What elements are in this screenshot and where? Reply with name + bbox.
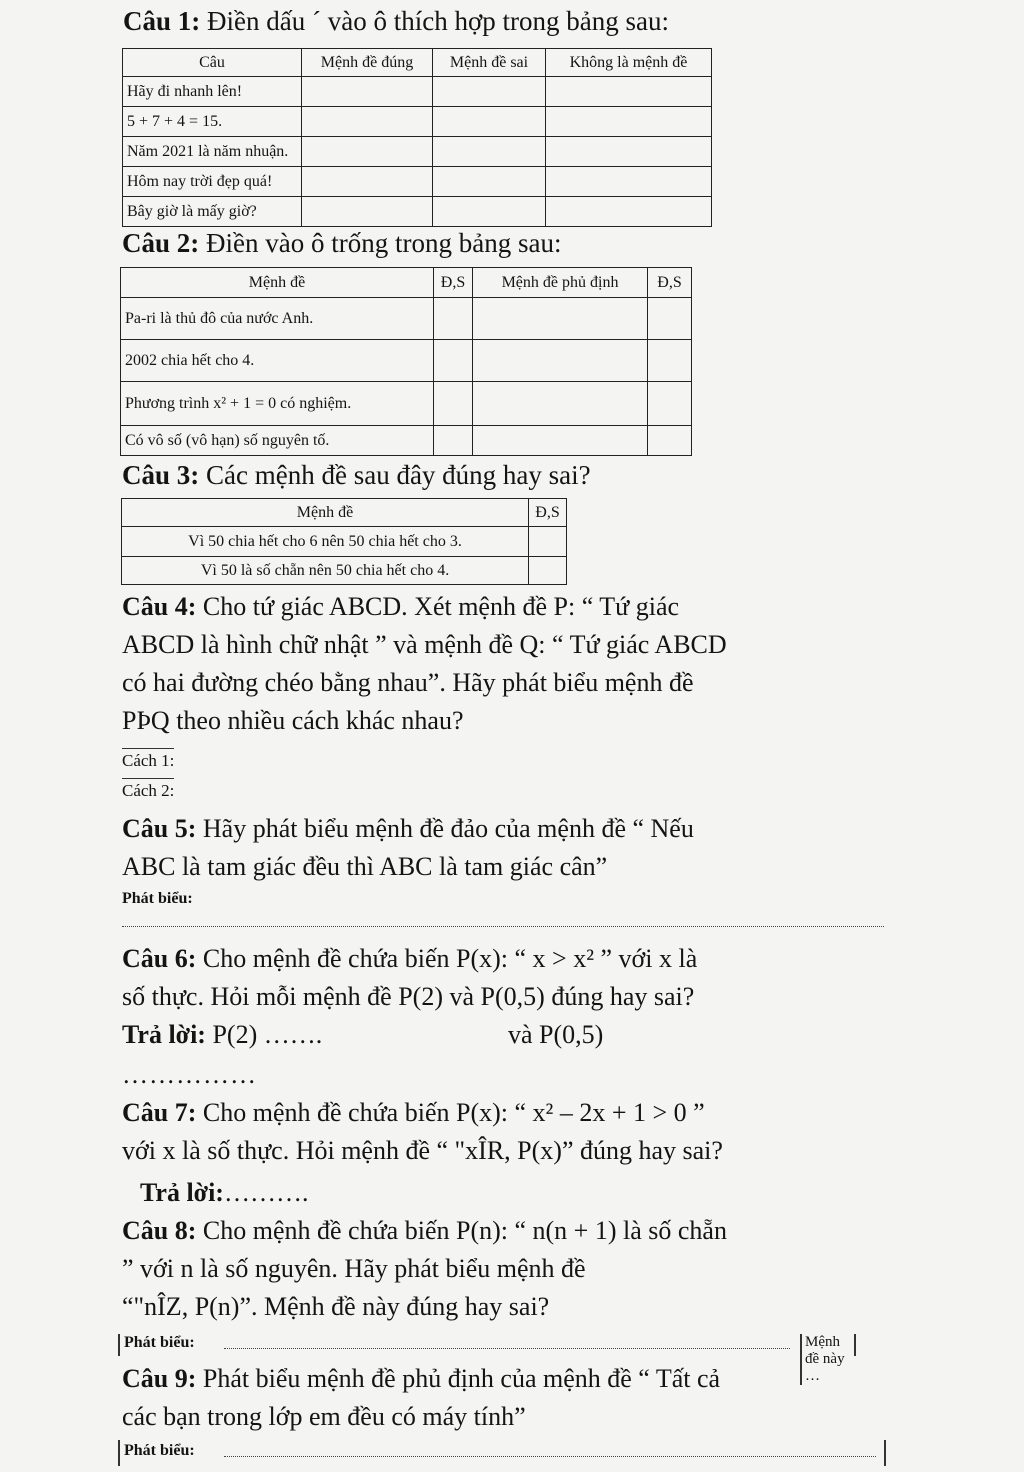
q2-heading (122, 228, 561, 259)
q8-answer-right[interactable]: Mệnh đề này … (800, 1334, 856, 1385)
q1-cell-not[interactable] (546, 197, 712, 227)
q2-cell-negation[interactable] (473, 382, 648, 426)
q2-cell-negation[interactable] (473, 340, 648, 382)
q4-line1: Cho tứ giác ABCD. Xét mệnh đề P: “ Tứ giác (196, 592, 680, 621)
q2-header: Mệnh đề (121, 268, 434, 298)
q9-answer-label: Phát biểu: (124, 1442, 195, 1459)
q2-label: Câu 2: (122, 228, 200, 258)
q1-row-statement: 5 + 7 + 4 = 15. (123, 107, 302, 137)
q8-answer-label: Phát biểu: (124, 1334, 195, 1351)
q1-table (122, 48, 712, 227)
q3-row-statement: Vì 50 là số chẵn nên 50 chia hết cho 4. (122, 557, 529, 585)
q1-cell-false[interactable] (433, 167, 546, 197)
q7-line1: Cho mệnh đề chứa biến P(x): “ x² – 2x + 1 > 0 ” (196, 1098, 705, 1127)
q2-row-statement: 2002 chia hết cho 4. (121, 340, 434, 382)
q2-cell-negation[interactable] (473, 298, 648, 340)
q5-line1: Hãy phát biểu mệnh đề đảo của mệnh đề “ Nếu (196, 814, 694, 843)
q1-cell-not[interactable] (546, 137, 712, 167)
q1-row-statement: Bây giờ là mấy giờ? (123, 197, 302, 227)
q1-label: Câu 1: (123, 6, 201, 36)
q1-cell-false[interactable] (433, 107, 546, 137)
q1-cell-true[interactable] (302, 107, 433, 137)
q8-answer-line[interactable] (224, 1348, 790, 1349)
q7-label: Câu 7: (122, 1098, 197, 1127)
q1-cell-true[interactable] (302, 197, 433, 227)
q9-line2: các bạn trong lớp em đều có máy tính” (122, 1402, 526, 1431)
q6-dots[interactable]: …………… (122, 1060, 257, 1089)
q9-answer-line[interactable] (224, 1456, 876, 1457)
q1-cell-false[interactable] (433, 137, 546, 167)
q2-cell-ds[interactable] (434, 298, 473, 340)
q3-cell-ds[interactable] (529, 527, 567, 557)
q1-header: Câu (123, 49, 302, 77)
q7-answer-dots[interactable]: ………. (223, 1178, 309, 1207)
q1-heading (123, 6, 669, 37)
q1-text: Điền dấu ´ vào ô thích hợp trong bảng sau: (200, 6, 669, 36)
q6-answer-label: Trả lời: (122, 1020, 206, 1049)
q5-answer-line[interactable] (122, 926, 884, 927)
q8-line3: “"nÎZ, P(n)”. Mệnh đề này đúng hay sai? (122, 1292, 550, 1321)
q4-line2: ABCD là hình chữ nhật ” và mệnh đề Q: “ Tứ giác ABCD (122, 630, 727, 659)
q5-line2: ABC là tam giác đều thì ABC là tam giác cân” (122, 852, 608, 881)
q1-cell-true[interactable] (302, 167, 433, 197)
q3-row-statement: Vì 50 chia hết cho 6 nên 50 chia hết cho 3. (122, 527, 529, 557)
q3-heading (122, 460, 591, 491)
q6-block (122, 940, 1002, 1016)
q3-header: Mệnh đề (122, 499, 529, 527)
q8-box-edge (854, 1334, 856, 1356)
q6-answer-b[interactable]: và P(0,5) (508, 1020, 604, 1049)
q5-answer-label: Phát biểu: (122, 890, 193, 907)
q4-line3: có hai đường chéo bằng nhau”. Hãy phát biểu mệnh đề (122, 668, 694, 697)
q3-label: Câu 3: (122, 460, 200, 490)
q1-cell-not[interactable] (546, 77, 712, 107)
q2-table (120, 267, 692, 456)
q6-line1: Cho mệnh đề chứa biến P(x): “ x > x² ” với x là (196, 944, 698, 973)
q1-header: Mệnh đề sai (433, 49, 546, 77)
q2-cell-ds2[interactable] (648, 426, 692, 456)
q1-row-statement: Năm 2021 là năm nhuận. (123, 137, 302, 167)
q4-line4: PÞQ theo nhiều cách khác nhau? (122, 706, 464, 735)
q1-cell-true[interactable] (302, 77, 433, 107)
q2-row-statement: Phương trình x² + 1 = 0 có nghiệm. (121, 382, 434, 426)
q6-label: Câu 6: (122, 944, 197, 973)
q2-text: Điền vào ô trống trong bảng sau: (199, 228, 562, 258)
q3-table (121, 498, 567, 585)
q2-cell-ds[interactable] (434, 382, 473, 426)
q6-answer-a[interactable]: P(2) ……. (205, 1020, 323, 1049)
q2-cell-ds2[interactable] (648, 340, 692, 382)
q1-cell-false[interactable] (433, 77, 546, 107)
q2-row-statement: Pa-ri là thủ đô của nước Anh. (121, 298, 434, 340)
q5-label: Câu 5: (122, 814, 197, 843)
q2-cell-ds2[interactable] (648, 298, 692, 340)
q6-answer (122, 1016, 322, 1054)
q8-line1: Cho mệnh đề chứa biến P(n): “ n(n + 1) là số chẵn (196, 1216, 727, 1245)
q4-block (122, 588, 1002, 740)
q1-cell-not[interactable] (546, 167, 712, 197)
q1-cell-not[interactable] (546, 107, 712, 137)
q9-box-edge (884, 1440, 886, 1466)
q7-answer (140, 1174, 308, 1212)
q1-cell-true[interactable] (302, 137, 433, 167)
q2-row-statement: Có vô số (vô hạn) số nguyên tố. (121, 426, 434, 456)
q1-row-statement: Hôm nay trời đẹp quá! (123, 167, 302, 197)
q3-header: Đ,S (529, 499, 567, 527)
q1-header: Mệnh đề đúng (302, 49, 433, 77)
q9-answer-row (118, 1440, 888, 1466)
q9-block (122, 1360, 1002, 1436)
q2-header: Đ,S (434, 268, 473, 298)
q7-block (122, 1094, 1002, 1170)
q2-header: Mệnh đề phủ định (473, 268, 648, 298)
q8-label: Câu 8: (122, 1216, 197, 1245)
q9-line1: Phát biểu mệnh đề phủ định của mệnh đề “ Tất cả (196, 1364, 721, 1393)
q4-label: Câu 4: (122, 592, 197, 621)
q1-row-statement: Hãy đi nhanh lên! (123, 77, 302, 107)
q2-cell-negation[interactable] (473, 426, 648, 456)
q2-cell-ds[interactable] (434, 426, 473, 456)
q7-answer-label: Trả lời: (140, 1178, 224, 1207)
q7-line2: với x là số thực. Hỏi mệnh đề “ "xÎR, P(x)” đúng hay sai? (122, 1136, 723, 1165)
q4-way2[interactable]: Cách 2: (122, 778, 174, 801)
q3-text: Các mệnh đề sau đây đúng hay sai? (199, 460, 591, 490)
q1-header: Không là mệnh đề (546, 49, 712, 77)
q2-cell-ds2[interactable] (648, 382, 692, 426)
q8-line2: ” với n là số nguyên. Hãy phát biểu mệnh đề (122, 1254, 586, 1283)
q6-line2: số thực. Hỏi mỗi mệnh đề P(2) và P(0,5) đúng hay sai? (122, 982, 695, 1011)
q9-label: Câu 9: (122, 1364, 197, 1393)
q5-block (122, 810, 1002, 886)
q3-cell-ds[interactable] (529, 557, 567, 585)
q1-cell-false[interactable] (433, 197, 546, 227)
q4-way1[interactable]: Cách 1: (122, 748, 174, 771)
q8-block (122, 1212, 1002, 1326)
q2-header: Đ,S (648, 268, 692, 298)
q2-cell-ds[interactable] (434, 340, 473, 382)
